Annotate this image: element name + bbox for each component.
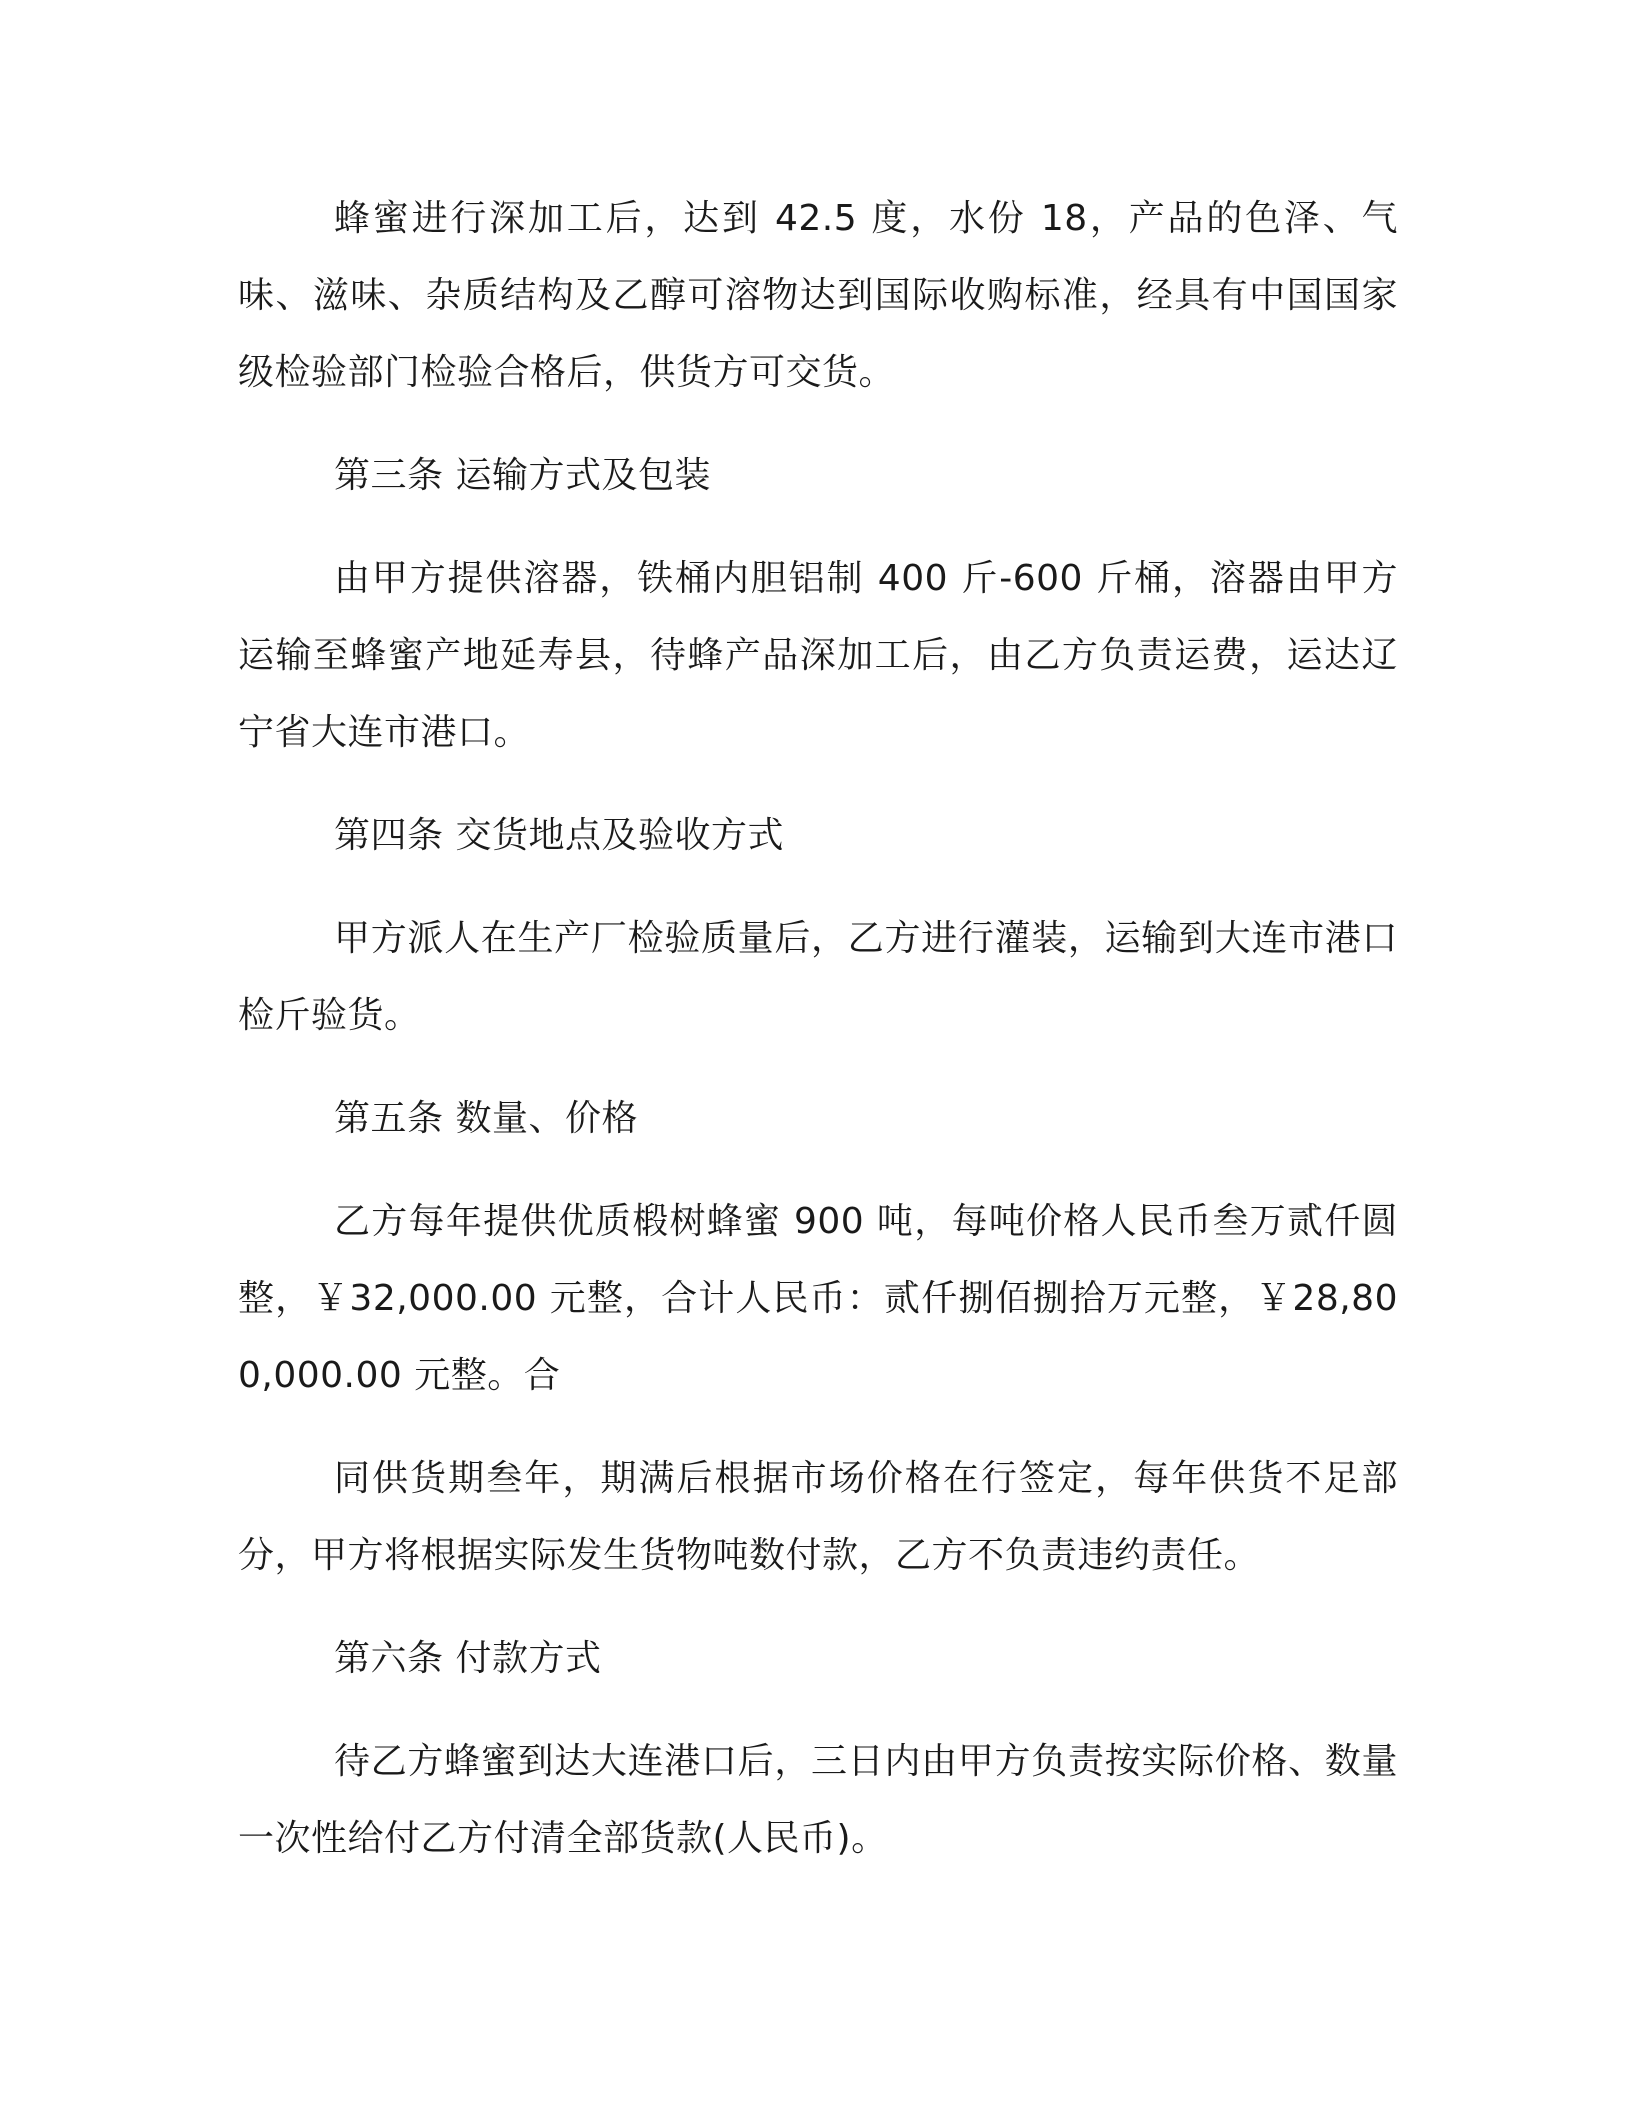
article-3-heading: 第三条 运输方式及包装 <box>334 455 711 496</box>
paragraph-quality-standard: 蜂蜜进行深加工后，达到 42.5 度，水份 18，产品的色泽、气味、滋味、杂质结构及乙醇可溶物达到国际收购标准，经具有中国国家级检验部门检验合格后，供货方可交货。 <box>238 198 1398 393</box>
article-6-heading: 第六条 付款方式 <box>334 1638 602 1679</box>
paragraph-payment-method: 待乙方蜂蜜到达大连港口后，三日内由甲方负责按实际价格、数量一次性给付乙方付清全部货款(人民币)。 <box>238 1741 1398 1859</box>
article-5-heading: 第五条 数量、价格 <box>334 1098 638 1139</box>
document-body <box>238 180 1398 1903</box>
article-4-heading: 第四条 交货地点及验收方式 <box>334 815 784 856</box>
paragraph-transport-packaging: 由甲方提供溶器，铁桶内胆铝制 400 斤-600 斤桶，溶器由甲方运输至蜂蜜产地延寿县，待蜂产品深加工后，由乙方负责运费，运达辽宁省大连市港口。 <box>238 558 1398 753</box>
paragraph-quantity-price: 乙方每年提供优质椴树蜂蜜 900 吨，每吨价格人民币叁万贰仟圆整，￥32,000.00 元整，合计人民币：贰仟捌佰捌拾万元整，￥28,800,000.00 元整。合 <box>238 1201 1398 1396</box>
paragraph-supply-term: 同供货期叁年，期满后根据市场价格在行签定，每年供货不足部分，甲方将根据实际发生货物吨数付款，乙方不负责违约责任。 <box>238 1458 1398 1576</box>
paragraph-delivery-inspection: 甲方派人在生产厂检验质量后，乙方进行灌装，运输到大连市港口检斤验货。 <box>238 918 1398 1036</box>
